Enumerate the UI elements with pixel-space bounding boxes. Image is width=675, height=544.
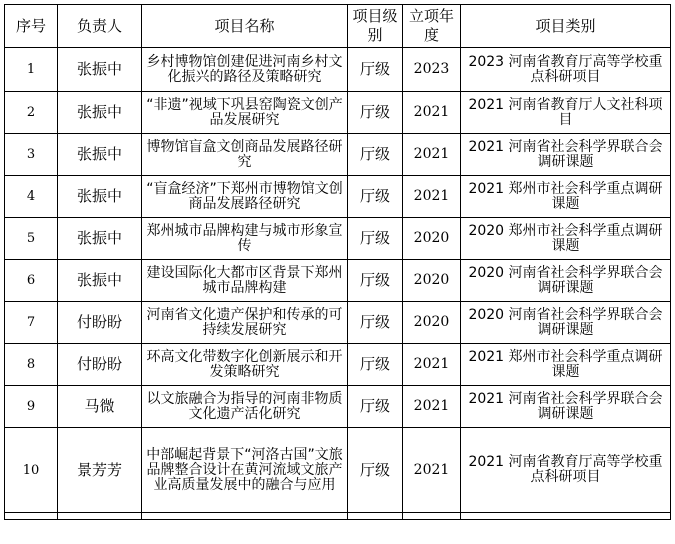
table-row [5,386,671,428]
cell-year: 2021 [403,428,461,513]
table-row [5,218,671,260]
cell-name: 博物馆盲盒文创商品发展路径研究 [142,134,348,176]
cell-year: 2021 [403,92,461,134]
cell-index: 3 [5,134,58,176]
header-index: 序号 [5,5,58,48]
cell-index: 5 [5,218,58,260]
cell-category: 2020 河南省社会科学界联合会调研课题 [461,302,671,344]
table-row [5,428,671,513]
cell-year: 2020 [403,260,461,302]
table-row-cutoff [5,513,671,520]
cell-category: 2021 河南省社会科学界联合会调研课题 [461,134,671,176]
table-row [5,344,671,386]
cell-index: 9 [5,386,58,428]
cell-category: 2020 河南省社会科学界联合会调研课题 [461,260,671,302]
cell-category: 2023 河南省教育厅高等学校重点科研项目 [461,48,671,92]
cell-year: 2021 [403,134,461,176]
cell-level: 厅级 [348,428,403,513]
cell-level: 厅级 [348,386,403,428]
cell-name: 中部崛起背景下“河洛古国”文旅品牌整合设计在黄河流域文旅产业高质量发展中的融合与应用 [142,428,348,513]
cell-category: 2021 郑州市社会科学重点调研课题 [461,176,671,218]
header-category: 项目类别 [461,5,671,48]
table-row [5,176,671,218]
header-person: 负责人 [58,5,142,48]
cell-level: 厅级 [348,218,403,260]
cell-name: 以文旅融合为指导的河南非物质文化遗产活化研究 [142,386,348,428]
cell-year: 2020 [403,218,461,260]
header-year: 立项年度 [403,5,461,48]
cell-category: 2021 河南省教育厅高等学校重点科研项目 [461,428,671,513]
cell-name: “盲盒经济”下郑州市博物馆文创商品发展路径研究 [142,176,348,218]
header-level: 项目级别 [348,5,403,48]
cell-category: 2021 郑州市社会科学重点调研课题 [461,344,671,386]
cell-name: 郑州城市品牌构建与城市形象宣传 [142,218,348,260]
cell-category: 2021 河南省教育厅人文社科项目 [461,92,671,134]
cell-name: 乡村博物馆创建促进河南乡村文化振兴的路径及策略研究 [142,48,348,92]
cell-person: 张振中 [58,260,142,302]
cell-name: 环高文化带数字化创新展示和开发策略研究 [142,344,348,386]
cell-person: 张振中 [58,218,142,260]
project-table [4,4,671,520]
cell-index: 10 [5,428,58,513]
cell-name: 河南省文化遗产保护和传承的可持续发展研究 [142,302,348,344]
table-row [5,302,671,344]
cell-level: 厅级 [348,134,403,176]
cell-person: 张振中 [58,92,142,134]
cell-level: 厅级 [348,260,403,302]
cell-name: “非遗”视域下巩县窑陶瓷文创产品发展研究 [142,92,348,134]
cell-person: 张振中 [58,134,142,176]
cell-index: 7 [5,302,58,344]
cell-index: 1 [5,48,58,92]
table-row [5,260,671,302]
cell-person: 付盼盼 [58,344,142,386]
table-row [5,48,671,92]
header-name: 项目名称 [142,5,348,48]
cell-person: 马微 [58,386,142,428]
table-header-row [5,5,671,48]
cell-person: 张振中 [58,48,142,92]
cell-category: 2020 郑州市社会科学重点调研课题 [461,218,671,260]
cell-year: 2021 [403,176,461,218]
cell-person: 张振中 [58,176,142,218]
cell-index: 8 [5,344,58,386]
cell-name: 建设国际化大都市区背景下郑州城市品牌构建 [142,260,348,302]
cell-level: 厅级 [348,176,403,218]
cell-level: 厅级 [348,48,403,92]
cell-category: 2021 河南省社会科学界联合会调研课题 [461,386,671,428]
cell-person: 付盼盼 [58,302,142,344]
table-row [5,92,671,134]
cell-year: 2023 [403,48,461,92]
cell-person: 景芳芳 [58,428,142,513]
cell-year: 2021 [403,344,461,386]
cell-index: 4 [5,176,58,218]
cell-level: 厅级 [348,92,403,134]
table-row [5,134,671,176]
cell-level: 厅级 [348,344,403,386]
cell-index: 2 [5,92,58,134]
cell-level: 厅级 [348,302,403,344]
cell-year: 2021 [403,386,461,428]
cell-index: 6 [5,260,58,302]
cell-year: 2020 [403,302,461,344]
